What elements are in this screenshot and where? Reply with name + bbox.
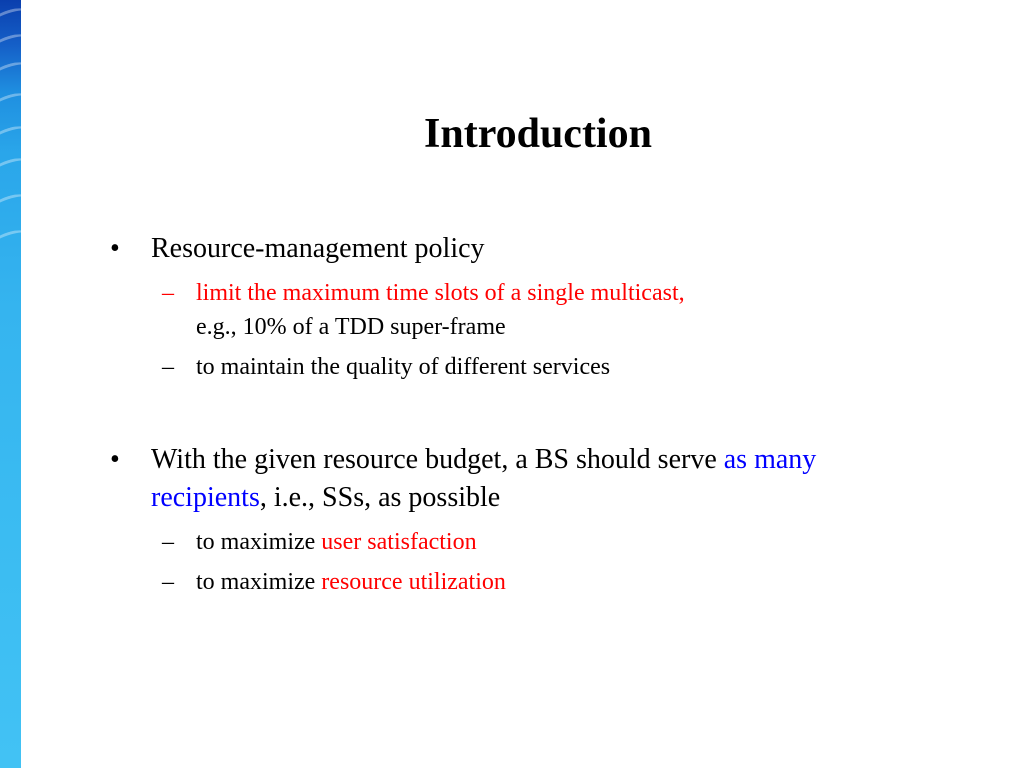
highlighted-text: recipients [151,482,260,513]
sub-bullet-marker: – [162,354,174,380]
sub-bullet-marker: – [162,529,174,555]
sub-bullet-marker: – [162,569,174,595]
slide-title: Introduction [424,111,652,157]
sub-bullet-text [196,565,936,599]
sub-bullet-text: to maintain the quality of different services [196,354,611,380]
wave-decoration [0,58,21,87]
wave-decoration [0,4,21,33]
sub-bullet-continuation: e.g., 10% of a TDD super-frame [196,314,506,340]
bullet-marker: • [110,233,120,264]
highlighted-text: as many [723,444,817,475]
wave-decoration [0,30,21,59]
bullet-text-part: With the given resource budget, a BS should serve [151,444,724,475]
highlighted-text: user satisfaction [321,529,477,555]
bullet-text [151,441,951,517]
bullet-text-part: , i.e., SSs, as possible [259,482,501,513]
wave-decoration [0,190,21,219]
sub-bullet-text [196,276,936,344]
wave-decoration [0,226,21,255]
bullet-text: Resource-management policy [151,233,485,264]
sub-bullet-text [196,525,936,559]
bullet-marker: • [110,444,120,475]
sub-bullet-prefix: to maximize [196,569,322,595]
sub-bullet-prefix: to maximize [196,529,322,555]
sub-bullet-marker: – [162,280,174,306]
highlighted-text: resource utilization [321,569,506,595]
highlighted-text: limit the maximum time slots of a single multicast, [196,280,685,306]
